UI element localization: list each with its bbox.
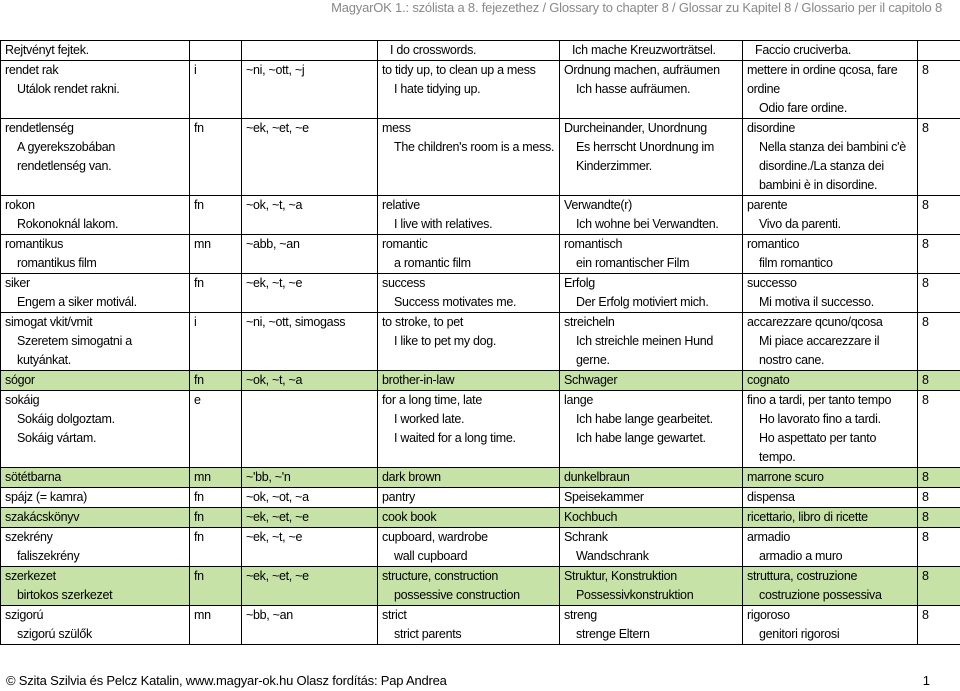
example: I live with relatives.	[394, 217, 493, 231]
example: Possessivkonstruktion	[576, 588, 694, 602]
headword: for a long time, late	[382, 393, 483, 407]
table-row	[1, 508, 960, 528]
example: faliszekrény	[17, 549, 80, 563]
example: Odio fare ordine.	[759, 101, 848, 115]
headword: Schwager	[564, 373, 618, 387]
example: possessive construction	[394, 588, 520, 602]
cell-chapter: 8	[918, 508, 960, 528]
headword: structure, construction	[382, 569, 499, 583]
headword: szigorú	[5, 608, 44, 622]
example: Szeretem simogatni a kutyánkat.	[17, 334, 132, 367]
glossary-table	[0, 40, 960, 645]
headword: simogat vkit/vmit	[5, 315, 93, 329]
headword: sokáig	[5, 393, 40, 407]
cell-it	[743, 508, 918, 528]
table-row	[1, 313, 960, 371]
cell-it	[743, 196, 918, 235]
example: A gyerekszobában rendetlenség van.	[17, 140, 116, 173]
cell-pos: i	[190, 313, 242, 371]
cell-forms: ~bb, ~an	[242, 606, 378, 645]
example: Mi motiva il successo.	[759, 295, 874, 309]
headword: Speisekammer	[564, 490, 644, 504]
cell-de	[560, 468, 743, 488]
cell-de	[560, 606, 743, 645]
cell-forms: ~abb, ~an	[242, 235, 378, 274]
example: film romantico	[759, 256, 833, 270]
cell-en	[378, 488, 560, 508]
cell-chapter: 8	[918, 567, 960, 606]
headword: lange	[564, 393, 594, 407]
example: Ho aspettato per tanto tempo.	[759, 431, 877, 464]
cell-hu: Rejtvényt fejtek.	[1, 41, 190, 61]
cell-en	[378, 528, 560, 567]
cell-pos: e	[190, 391, 242, 468]
headword: mess	[382, 121, 411, 135]
cell-pos: mn	[190, 468, 242, 488]
headword: sógor	[5, 373, 35, 387]
headword: romantisch	[564, 237, 623, 251]
example: Sokáig vártam.	[17, 431, 97, 445]
headword: strict	[382, 608, 407, 622]
headword: romantico	[747, 237, 800, 251]
example: I hate tidying up.	[394, 82, 481, 96]
headword: sötétbarna	[5, 470, 62, 484]
cell-chapter: 8	[918, 371, 960, 391]
headword: brother-in-law	[382, 373, 455, 387]
cell-chapter: 8	[918, 119, 960, 196]
cell-de: Ich mache Kreuzworträtsel.	[560, 41, 743, 61]
cell-it: Faccio cruciverba.	[743, 41, 918, 61]
cell-en	[378, 235, 560, 274]
cell-forms: ~ni, ~ott, ~j	[242, 61, 378, 119]
cell-it	[743, 528, 918, 567]
example: strict parents	[394, 627, 462, 641]
example: Sokáig dolgoztam.	[17, 412, 115, 426]
example: Ich habe lange gewartet.	[576, 431, 706, 445]
headword: parente	[747, 198, 788, 212]
example: Es herrscht Unordnung im Kinderzimmer.	[576, 140, 715, 173]
cell-de	[560, 371, 743, 391]
table-row	[1, 528, 960, 567]
example: Rokonoknál lakom.	[17, 217, 119, 231]
headword: to stroke, to pet	[382, 315, 464, 329]
example: wall cupboard	[394, 549, 468, 563]
cell-en	[378, 567, 560, 606]
cell-de	[560, 274, 743, 313]
table-row	[1, 119, 960, 196]
cell-it	[743, 371, 918, 391]
cell-forms: ~ok, ~t, ~a	[242, 196, 378, 235]
cell-de	[560, 488, 743, 508]
table-row	[1, 391, 960, 468]
example: Utálok rendet rakni.	[17, 82, 120, 96]
headword: romantikus	[5, 237, 64, 251]
headword: struttura, costruzione	[747, 569, 858, 583]
cell-hu	[1, 235, 190, 274]
headword: streng	[564, 608, 597, 622]
headword: romantic	[382, 237, 428, 251]
headword: cook book	[382, 510, 437, 524]
cell-hu	[1, 313, 190, 371]
example: Ho lavorato fino a tardi.	[759, 412, 881, 426]
cell-hu	[1, 468, 190, 488]
cell-hu	[1, 274, 190, 313]
cell-chapter: 8	[918, 313, 960, 371]
cell-en: I do crosswords.	[378, 41, 560, 61]
headword: Schrank	[564, 530, 608, 544]
cell-en	[378, 196, 560, 235]
cell-hu	[1, 567, 190, 606]
example: strenge Eltern	[576, 627, 650, 641]
cell-pos: fn	[190, 119, 242, 196]
headword: Erfolg	[564, 276, 595, 290]
table-row	[1, 567, 960, 606]
cell-de	[560, 235, 743, 274]
cell-it	[743, 468, 918, 488]
cell-it	[743, 488, 918, 508]
cell-forms: ~'bb, ~'n	[242, 468, 378, 488]
example: armadio a muro	[759, 549, 843, 563]
footer-credits: © Szita Szilvia és Pelcz Katalin, www.magyar-ok.hu Olasz fordítás: Pap Andrea	[6, 673, 447, 688]
cell-pos: fn	[190, 488, 242, 508]
table-row	[1, 274, 960, 313]
cell-en	[378, 606, 560, 645]
cell-pos: mn	[190, 235, 242, 274]
headword: disordine	[747, 121, 796, 135]
example: Success motivates me.	[394, 295, 517, 309]
table-row	[1, 61, 960, 119]
cell-pos: fn	[190, 567, 242, 606]
cell-de	[560, 61, 743, 119]
example: Wandschrank	[576, 549, 649, 563]
example: Ich hasse aufräumen.	[576, 82, 691, 96]
cell-forms: ~ok, ~t, ~a	[242, 371, 378, 391]
cell-de	[560, 313, 743, 371]
headword: szerkezet	[5, 569, 56, 583]
headword: to tidy up, to clean up a mess	[382, 63, 536, 77]
headword: dunkelbraun	[564, 470, 630, 484]
example: Ich habe lange gearbeitet.	[576, 412, 713, 426]
example: I worked late.	[394, 412, 465, 426]
cell-de	[560, 508, 743, 528]
headword: success	[382, 276, 426, 290]
headword: rendetlenség	[5, 121, 74, 135]
headword: rendet rak	[5, 63, 59, 77]
example: birtokos szerkezet	[17, 588, 113, 602]
headword: siker	[5, 276, 30, 290]
example: Engem a siker motivál.	[17, 295, 137, 309]
headword: cupboard, wardrobe	[382, 530, 488, 544]
headword: streicheln	[564, 315, 615, 329]
cell-chapter: 8	[918, 468, 960, 488]
cell-it	[743, 119, 918, 196]
headword: Ordnung machen, aufräumen	[564, 63, 720, 77]
headword: fino a tardi, per tanto tempo	[747, 393, 892, 407]
cell-forms: ~ek, ~t, ~e	[242, 274, 378, 313]
cell-pos: i	[190, 61, 242, 119]
cell-de	[560, 528, 743, 567]
headword: armadio	[747, 530, 791, 544]
cell-hu	[1, 196, 190, 235]
headword: marrone scuro	[747, 470, 824, 484]
table-row	[1, 488, 960, 508]
cell-chapter: 8	[918, 196, 960, 235]
table-row	[1, 235, 960, 274]
cell-it	[743, 235, 918, 274]
cell-forms	[242, 391, 378, 468]
cell-pos: fn	[190, 371, 242, 391]
cell-chapter: 8	[918, 488, 960, 508]
example: romantikus film	[17, 256, 97, 270]
cell-en	[378, 119, 560, 196]
example: genitori rigorosi	[759, 627, 840, 641]
headword: spájz (= kamra)	[5, 490, 87, 504]
cell-de	[560, 567, 743, 606]
cell-chapter: 8	[918, 391, 960, 468]
headword: accarezzare qcuno/qcosa	[747, 315, 883, 329]
headword: Kochbuch	[564, 510, 618, 524]
table-row	[1, 371, 960, 391]
example: Nella stanza dei bambini c'è disordine./La stanza dei bambini è in disordine.	[759, 140, 906, 192]
example: The children's room is a mess.	[394, 140, 555, 154]
example: costruzione possessiva	[759, 588, 882, 602]
headword: Verwandte(r)	[564, 198, 632, 212]
cell-hu	[1, 391, 190, 468]
cell-it	[743, 61, 918, 119]
cell-pos: fn	[190, 528, 242, 567]
cell-pos: fn	[190, 196, 242, 235]
cell-forms: ~ek, ~et, ~e	[242, 508, 378, 528]
cell-hu	[1, 119, 190, 196]
cell-it	[743, 391, 918, 468]
cell-pos: fn	[190, 274, 242, 313]
headword: pantry	[382, 490, 415, 504]
cell-pos: fn	[190, 508, 242, 528]
headword: cognato	[747, 373, 790, 387]
example: Mi piace accarezzare il nostro cane.	[759, 334, 880, 367]
cell-it	[743, 567, 918, 606]
page-number: 1	[922, 673, 930, 688]
cell-de	[560, 119, 743, 196]
cell-forms: ~ok, ~ot, ~a	[242, 488, 378, 508]
headword: szekrény	[5, 530, 53, 544]
example: Ich streichle meinen Hund gerne.	[576, 334, 714, 367]
cell-en	[378, 508, 560, 528]
cell-it	[743, 606, 918, 645]
cell-chapter: 8	[918, 61, 960, 119]
cell-pos: mn	[190, 606, 242, 645]
headword: relative	[382, 198, 420, 212]
cell-it	[743, 313, 918, 371]
headword: ricettario, libro di ricette	[747, 510, 868, 524]
headword: dark brown	[382, 470, 441, 484]
example: szigorú szülők	[17, 627, 92, 641]
example: I like to pet my dog.	[394, 334, 497, 348]
cell-hu	[1, 371, 190, 391]
headword: dispensa	[747, 490, 795, 504]
cell-en	[378, 371, 560, 391]
example: Der Erfolg motiviert mich.	[576, 295, 709, 309]
cell-it	[743, 274, 918, 313]
cell-en	[378, 468, 560, 488]
cell-hu	[1, 61, 190, 119]
headword: rigoroso	[747, 608, 790, 622]
cell-en	[378, 391, 560, 468]
cell-forms: ~ek, ~et, ~e	[242, 567, 378, 606]
cell-en	[378, 274, 560, 313]
cell-hu	[1, 606, 190, 645]
headword: mettere in ordine qcosa, fare ordine	[747, 63, 898, 96]
headword: Struktur, Konstruktion	[564, 569, 677, 583]
cell-chapter: 8	[918, 274, 960, 313]
table-row	[1, 196, 960, 235]
page-header: MagyarOK 1.: szólista a 8. fejezethez / Glossary to chapter 8 / Glossar zu Kapitel 8 / Glossario per il capitolo 8	[331, 0, 942, 15]
cell-forms: ~ek, ~t, ~e	[242, 528, 378, 567]
cell-forms: ~ek, ~et, ~e	[242, 119, 378, 196]
example: a romantic film	[394, 256, 471, 270]
example: Vivo da parenti.	[759, 217, 841, 231]
headword: Durcheinander, Unordnung	[564, 121, 707, 135]
cell-de	[560, 391, 743, 468]
example: ein romantischer Film	[576, 256, 690, 270]
cell-en	[378, 313, 560, 371]
table-row-first	[1, 41, 960, 61]
cell-hu	[1, 488, 190, 508]
cell-hu	[1, 528, 190, 567]
headword: szakácskönyv	[5, 510, 80, 524]
cell-en	[378, 61, 560, 119]
cell-chapter: 8	[918, 235, 960, 274]
headword: successo	[747, 276, 797, 290]
cell-de	[560, 196, 743, 235]
example: Ich wohne bei Verwandten.	[576, 217, 719, 231]
cell-chapter: 8	[918, 528, 960, 567]
cell-chapter: 8	[918, 606, 960, 645]
headword: rokon	[5, 198, 35, 212]
table-row	[1, 606, 960, 645]
cell-hu	[1, 508, 190, 528]
table-row	[1, 468, 960, 488]
cell-forms: ~ni, ~ott, simogass	[242, 313, 378, 371]
example: I waited for a long time.	[394, 431, 516, 445]
